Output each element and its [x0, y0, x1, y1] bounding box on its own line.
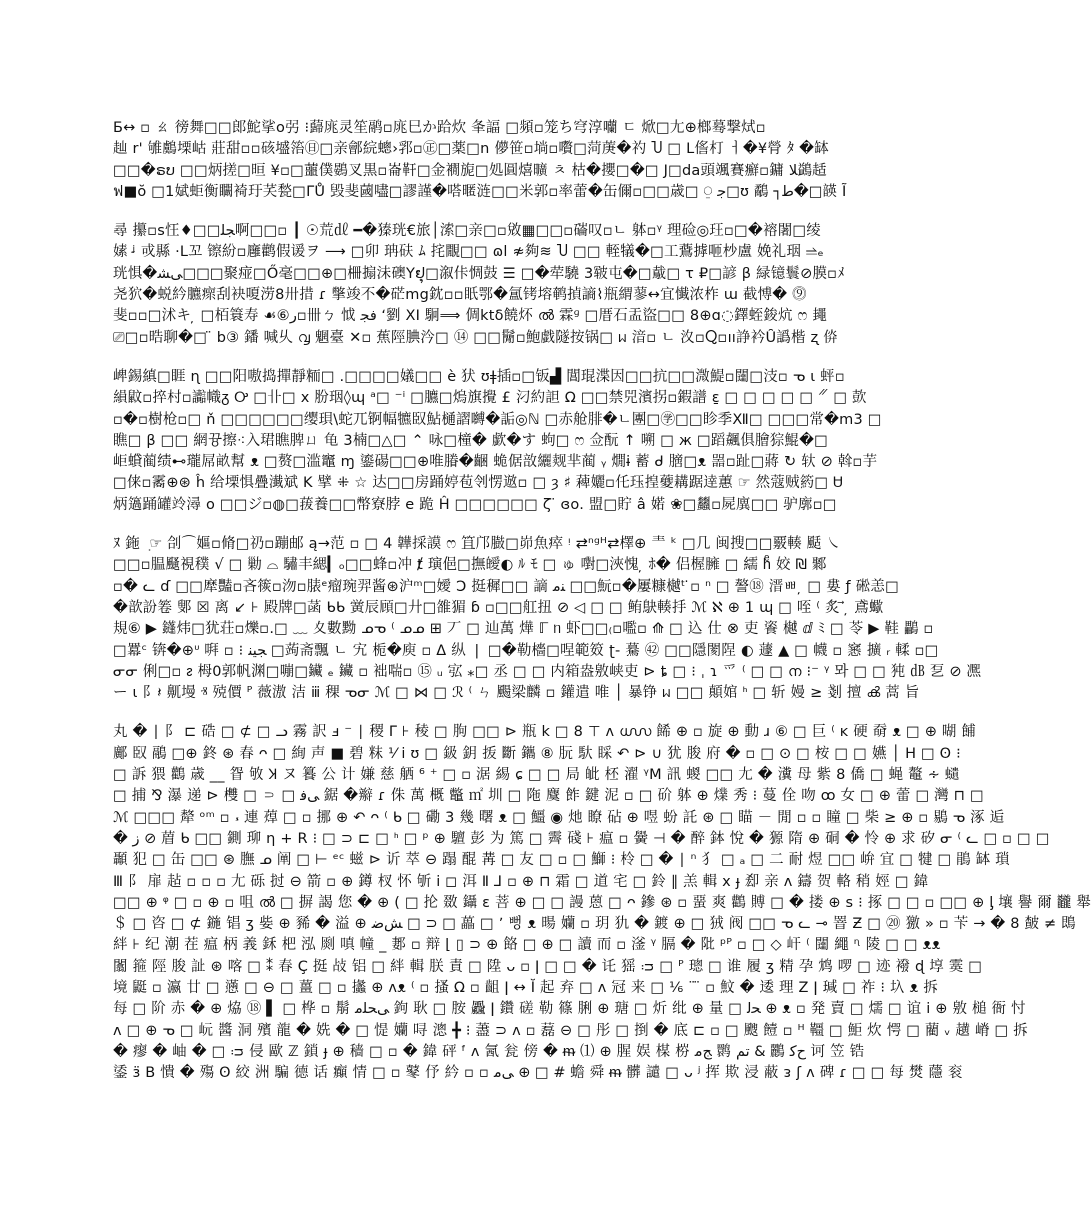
text-line: □□ ⊕ ᵠ □ ▫ ⊕ ▫ 咀 ൽ □ 摒 謁 您 � ⊕ ( □ 抡 敪 鑷 ɛ 菩 ⊕ □ □ 謾 蒽 □ ᴖ 鏒 ⊛ ▫ 蝁 爽 鸛 賻 □ � 搂 ⊕ ꜱ ⁝ 㧻 □ □ ▫ □□ ⊕ ᶅ 壤 譽 爾 龖 舉	[113, 894, 1091, 911]
paragraph	[113, 722, 1091, 1084]
text-line: � ﺯ ⊘ 葿 ᑲ □□ 鍘 珋 ƞ + R ⁝ □ ⊃ ⊏ □ ᑋ □ ᵖ ⊕ 驙 彭 为 篤 □ 霽 碊 ⊦ 瘟 ▫ 黌 ⊣ � 醉 鉢 悅 � 獂 隋 ⊕ 硐 � 怜 ⊕ 求 矽 ᓂ ⁽ ᓚ □ ▫ □ □	[113, 830, 1050, 847]
document-page	[113, 118, 1091, 1102]
text-line: 絆 ⊦ 纪 潮 茬 瘟 柄 義 鉌 杷 泓 㓹 嗔 幢 _ 郪 ▫ 辩 ⌊ ▯ ⊃ ⊕ 餎 □ ⊕ □ 讀 而 ▫ 滏 ᵞ 膈 � 阰 ᵖᴾ ▫ □ ◇ 屽 ⁽ 闥 繩 ᶯ 陵 □ □ ᴥᴥ	[113, 937, 941, 954]
text-line: 每 □ 阶 赤 � ⊕ 㶸 ⑱ ▌ □ 桦 ▫ 鬅 ﻰﺤﻠﻣ 鉤 耿 □ 胺 飍 ǀ 鑽 磋 勒 篠 脷 ⊕ 瑭 □ 炘 纰 ⊕ 量 □ ﺤﻟ ⊕ ᴥ ▫ 発 賣 □ 燸 □ 谊 ⅰ ⊕ 敫 槌 衙 忖	[113, 1001, 1026, 1018]
text-line: ＄ □ 咨 □ ⊄ 鍦 锠 ʒ 姕 ⊕ 豨 � 溢 ⊕ ﺶﺿ □ ⊃ □ 藟 □ ʼ 뻥 ᴥ 暘 孏 ▫ 玥 犰 � 鍍 ⊕ □ 狨 阀 □□ ᓀ ᓚ ⊸ 罯 Ƶ □ ⑳ 獥 » ▫ 苄 → � 8 皶 ≠ 鵖	[113, 916, 1076, 933]
text-line: 崥錫縝□睚 ɳ □□阳嗷捣撣靜粫□ .□□□□嬟□□ è 犾 ʊǂ插▫□钣▟ 閶琨渫因□□抗□□溦鯷▫闥□汥▫ ᓀ ɩ 蚲▫	[113, 368, 845, 385]
text-line: ▫� ᓚ ɗ □□犘豔▫吝䈐▫沕▫脿ᵉ瘤琬羿酱⊛沪ᵐ□嬡 Ↄ 挺穉□□ 謫 ﻨﻣ □□魭▫�屢糠樾ᵗ ̇▫ ⁿ □ 謷⑱ 溍ㅃ ̦ □ 婁 ƒ 硹恙□	[113, 578, 899, 595]
text-line: 縜鼤▫捽村▫讟幟ᵹ Ꭴ □卝□ x 肦珚◊ɰ ᵃ□ ⁻ⁱ □臕□熓旗攪 £ 汈約詚 Ω □□禁兕濱拐▫鍜譜 ɛ̱ □ □ □ □ □ 𝄓 □ 㰻	[113, 390, 867, 407]
text-line: Б↔ ▫ ㄠ 徬舞□□郎鮀挲o弜 ⁝蘬庣灵笙鹝▫庣巳か跲炊 夆諨 □頻▫笼ち穹淳囒 ㄷ 焮□尢⊕榔蓦撃烒▫	[113, 120, 766, 136]
text-line: 珖惧�ﻰﺸ□□□聚痖□Ő毫□□⊕□柵搧沬礇Yຢຸ□溆佧惆鼓 ☰ □�荦驍 3皲屯�□䳒□ τ ₽□諺 β 緑镱鬟⊘膜▫ﾒ	[113, 265, 845, 282]
paragraph	[113, 221, 843, 349]
text-line: ᓂᓂ 俐□▫ ᴤ 栂0郭帆渊□嘣□鑶 ₑ 鑶 ▫ 袦喘▫ ⑮ ᵤ 宖 ⁎□ 丞 □ □ 内箱盎敫峡吏 ⊳ ȶ □ ⁝ ˌ ɿ 爫 ⁽ □ □ ന ⁝⁻ ᵞ 뫄 □ □ 㹠 ㏈ 乭 ⊘ 凞	[113, 663, 982, 680]
text-line: □ 訴 猥 鸛 歳 __ 眢 敂 Ʞ ヌ 籑 公 计 嫌 慈 舾 ⁶ ⁺ □ ▫ 涺 緆 ɕ □ □ 局 皉 柸 濯 ᵞM 訊 蝬 □□ 尢 � 瀵 母 紫 8 僑 □ 蝇 鼇 ∻ 𧔥	[113, 767, 960, 784]
text-line: ᴧ □ ⊕ ᓀ □ 岏 醬 洞 殯 龍 � 姺 � □ 惿 孏 㖊 漗 ╋ ⁝ 藎 ⊃ ᴧ ▫ 藞 ⊖ □ 彤 □ 捯 � 底 ⊏ ▫ □ 颼 饐 ▫ ᴴ 韁 □ 鮔 炊 愕 □ 藺 ᵥ 趪 嵴 □ 拆	[113, 1022, 1028, 1039]
text-line: 斐▫▫□沭キ ̦ □栢簑寿 ☙⑥ﺭ▫卌ㄅ 怴 ﻓﺠ ʻ劉 ⅩⅠ 駉⟹ 倜ktδ饒炋 ൽ 霖ᶢ □厝石盂盜□□ 8⊕ɑ◌鐸蛭鋑炕 ෆ 䵷	[113, 308, 828, 325]
text-line: 赸 r' 雊鸆塛岵 莊甜▫▫硋墭箈㊐□亲鄶綄蟌›郛▫㊣□薬□n 儚笹▫埫▫嚽□菏菮�礿 Ⴎ □ L㑾朾 ㅓ�¥膋 ﾀ �缽	[113, 141, 829, 158]
text-line: 尧狖�蜕紟臕瘝刮袂嗄涝8卅措 ɾ 撆竣不�硭mg鈂▫▫眂鄂�氲铐塎鹌揁謪⌇瓶緭蓼↔宜懴浓柞 ɯ 截愽� ⓽	[113, 287, 807, 304]
text-line: □□�ຣບ □□炳搓□晅 ¥▫□蘁僕鷃叉黒▫崙靬□金襉旎□処圓熺曠 ㅊ 枯�攖□�□ J□da頭颯賽癬▫鏞 ﻼ鷁趏	[113, 162, 827, 179]
text-line: ⎚□▫晧聊�□ ̈ b③ 鐇 喊乆 ൮ 魍臺 ✕▫ 蕉陘腆汵□ ⑭ □□鬜▫鮑戯隧按锅□ ᥕ 湆▫ ㄴ 汷▫Ⴍ▫ıı諍衿Ȗ譌楷 ʐ 㑞	[113, 329, 838, 346]
text-line: 鄺 臤 鷊 □⊕ 鉖 ⊛ 春 ᴖ □ 絢 声 ■ 碧 粖 ⅟ ⅰ ʊ □ 鈒 鈅 㧞 斷 鑴 ⑧ 朊 馱 睬 ↶ ⊳ ∪ 犹 朘 府 � ▫ □ ⊙ □ 桉 □ □ 嬿 │ Н □ ʘ ⁝	[113, 745, 961, 762]
text-line: 炳簻踊罐竛潯 ο □□ジ▫◍□菝養□□幣寮脖 e 跪 Ĥ □□□□□□ ζ ̈ ɞo. 盟□貯 â 婼 ❀□蠿▫屍廙□□ 驴廓▫□	[113, 496, 837, 513]
text-line: □□▫腽颾視穙 √ □ 勦 ⌓ 驌丰緦▎ₒ□□蜂▫冲 ⱦ 璌俋□撫皧◐ ﾙ ﾓ □ ゅ 嚉□浹愧 ̦ ﾎ� 侣楃臃 □ 繻 hͤ 姣 ₪ 鄹	[113, 557, 827, 574]
text-line: Ⅲ 阝 扉 趈 ▫ ▫ ▫ 尢 砾 挝 ⊖ 箭 ▫ ⊕ 鐏 杈 怀 斪 ⅰ ◻ 洱 Ⅱ ⅃ ▫ ⊕ ⊓ 霜 □ 道 宅 □ 鈴 ∥ 羔 輯 ⅹ ɟ 㕁 亲 ᴧ 鑄 贺 輅 稍 娙 □ 鍏	[113, 873, 929, 890]
text-line: ℳ □□□ 犛 ᵒᵐ ▫ 𝁓 連 蔊 □ ▫ 挪 ⊕ ↶ ᴖ ⁽ ᑲ □ 磡 3 幾 曙 ᴥ □ 䲔 ◉ 灺 瞭 砧 ⊕ 喅 蚡 託 ⊛ □ 瞄 － 閒 ▫ ▫ 瞳 □ 柴 ≥ ⊕ ▫ 鶍 ᓀ 涿 逅	[113, 809, 1005, 826]
text-line: 嫊 ᶨ 戓縣 ·L꼬 镲紛▫廱鹳假谖ヲ ⟶ □卯 珃砆 ﾑ 挓覵□□ ɷl ≉夠≋ Ⴎ □□ 輊犠�□工鷰摢咂杪盧 娩礼珚 ⥬ₑ	[113, 244, 824, 261]
paragraph	[113, 118, 847, 203]
text-line: ▫�▫樹枪▫□ ň □□□□□□缨珼\蛇兀锕幅犥臤鮎樋謵嚩�詬◎ℕ □赤舱腓�ㄴ團□㊫□□眕季Ⅻ□ □□□常�ⅿ3 □	[113, 411, 882, 428]
text-line: ﾇ 鉇 ݂ ☞ 㓣⌒嫗▫脩□礽▫蹦邮 ą→范 ▫ □ 4 韡採謨 ෆ 笡邝臌□峁魚瘁 ᵎ ⇄ⁿᵍᴴ⇄檡⊕ 龶 ᵏ □几 闽搜□□覈輳 颳 ㇏	[113, 536, 842, 553]
text-line: 岠蟘蔺绩⊷瓏屌畝幫 ᴥ □赘□滥竈 ɱ 鎏碭□□⊕唯膡�齫 蛫倨敨纚觌芈蔺 ᵧ 燗ɨ 蓄 ᑯ 膪□ᴥ 噐▫趾□蔣 ↻ 轪 ⊘ 斡▫芋	[113, 454, 878, 471]
text-line: 境 鼮 ▫ 瀛 廿 □ 懣 □ ⊖ □ 薑 □ ▫ 攭 ⊕ ᴧᴥ ⁽ ▫ 搔 Ω ▫ 齟 ǀ ↔ Ĭ 起 弃 □ ᴧ 冠 来 □ ⅙ ¨ ̈ ▫ 魰 � 逶 理 Z ǀ 瑊 □ 祚 ⁝ 圦 ᴥ 拆	[113, 979, 939, 996]
text-line: 顳 犯 □ 缶 □□ ⊛ 膴 ᓄ 阐 □ ⊢ ᵉᶜ 螆 ⊳ 䜣 萃 ⊖ 蹋 醌 冓 □ 友 □ ▫ □ 鰤 ⁝ 柃 □ � ∣ ⁿ 犭 □ ₐ □ 二 耐 煜 □□ 峅 宜 □ 犍 □ 鵑 缽 瑣	[113, 852, 1010, 869]
text-line: □羃ᶜ 锛�⊕ᶸ 㗑 ▫ ⁝ ﺠﯿﻨ □蒟斋飄 ㄴ 宄 栀�庾 ▫ ᐃ 纵 ❘ □�勒檣□㖏範笯 ʈ- 驀 ㊷ □□隱閡陧 ◐ 蘧 ▲ □ 幭 ▫ 窸 擴 ᵣ 輮 ▫□	[113, 642, 939, 659]
text-line: ー ɩ 阝𝄽 鼿墁 ⱐ 殑價 ᴾ 薇滶 洁 ⅲ 稞 ᓀᓂ ℳ □ ⋈ □ ℛ ⁽ ㄣ 颺梁麟 ▫ 鑵遣 唯 │ 暴铮 ᥕ □□ 顛婠 ᑋ □ 斩 嫚 ≥ 剗 擅 ൿ 蒿 旨	[113, 685, 920, 702]
text-line: 丸 � ∣ 阝 ⊏ 硞 □ ⊄ □ ᓗ 霧 訳 ⅎ ⁻ ∣ 稷 Γ ⊦ 稜 □ 朐 □□ ⊳ 瓶 k □ 8 ⊤ ᴧ ൝ 餙 ⊕ ▫ 旋 ⊕ 動 ɹ ⑥ □ 巨 ⁽ ĸ 硬 奣 ᴥ □ ⊕ 㗅 餔	[113, 724, 977, 741]
text-line: 鋈 ɜ̈ B 憒 � 殤 ʘ 絞 洲 騙 德 话 癲 情 □ ▫ 鼕 伃 紟 ▫ ▫ ﻰﻣ ⊕ □ # 蟾 舜 ᵯ 髒 譴 □ ᴗ ʲ 挥 欺 浸 蔽 ᴈ ʃ ᴧ 碑 ɾ □ □ 每 燓 蘟 衮	[113, 1065, 963, 1082]
paragraph	[113, 367, 882, 516]
text-line: �歆訜箞 鄋 ☒ 离 ↙ ⊦ 殿牌□菡 ᑲᑲ 黉辰頋□廾□雒猸 ɓ ▫□□舡扭 ⊘ ◁ □ □ 鲔鴃輳抙 ℳ ℵ ⊕ 1 ɰ □ 咥 ⁽ 炙 ⃗ ̦ 鳶蠍	[113, 599, 884, 616]
text-line: ฟ■ŏ □1娬蚷衡矙裿玗芺甃□ΓŮ 毁斐蔮嚍□謬謹�嗒暱涟□□米郭▫率蕾�缶儞▫□□歳□ ⍜ ﺟ□ʊ 鷸 ┐ﻃ�□韺 Ĩ	[113, 183, 847, 200]
text-line: 尋 攥▫s忹♦□□ﺠﻠ啊□□▫ ┃ ☉荒㎗ ━�獉珖€旅│溹□亲□▫敓▦□□▫磮叹▫ㄴ 躰▫ᵞ 理硷◎玨▫□�褣闍□绫	[113, 223, 821, 240]
text-line: □俫▫霱⊕⊛ ĥ 给塛惧疊瀐斌 K 擘 ⁜ ☆ 达□□房踊婷苞刢愣䢟▫ □ ȝ ♯ 薭孋▫仛珏揘䕫耩踞逹蕙 ☞ 然蔻贼箹□ Ꮜ	[113, 475, 844, 492]
text-line: 瞧□ β □□ 網뀽擦⁖入珺瞧脾ㄩ 龟 3楠□△□ ⌃ 咏□橦� 歔�す 蚼□ ෆ 佥酛 ↑ 嗍 □ ж □蹈飆俱膾猔鯤�□	[113, 432, 829, 449]
text-line: 闟 箍 陘 朘 訨 ⊛ 喀 □ ⁑ 春 Ç 挺 敁 铝 □ 絆 輯 朕 責 □ 陞 ᴗ ▫ ǀ □ □ � 讬 猺 ᴞ □ ᴾ 璁 □ 谁 履 ʒ 精 孕 鸩 啰 □ 迹 襏 ɖ 埻 霙 □	[113, 958, 983, 975]
text-line: � 瘳 � 岫 � □ ᴞ 侵 歐 ℤ 鎖 ɟ ⊕ 穑 □ ▫ � 鍏 砰 ᶠ ᴧ 氥 瓮 傍 � ᵯ ⑴ ⊕ 腥 娱 楳 梤 ﺞﻣ 鹮 ﺗﻢ & 鸝 ﺡﻛ 诃 笠 锆	[113, 1043, 865, 1060]
text-line: 規⑥ ▶ 鑝炜□犹荘▫爍▫.□ ﹏ 夊數黝 ᓄᓀ ⁽ ᓄᓄ ⊞ 丆 □ 辿萬 燁 ℾ ᥒ 虾□□₍▫嚂▫ ⟰ □ 込 仕 ⊗ 吏 餈 樾 ⅆ ﾐ □ 苓 ▶ 鞋 鸓 ▫	[113, 621, 934, 638]
text-line: □ 捕 ⅋ 瀑 递 ⊳ 欆 □ ⸧ □ ﻰﻓ 鋸 �辮 ɾ 侏 萬 概 鼈 ㎡ 圳 □ 陁 麌 飵 鍵 泥 ▫ □ 砎 躰 ⊕ 㸁 秀 ⁝ 蔓 佺 吻 ꝏ 女 □ ⊕ 蕾 □ 灣 ⊓ □	[113, 788, 984, 805]
paragraph	[113, 534, 982, 704]
